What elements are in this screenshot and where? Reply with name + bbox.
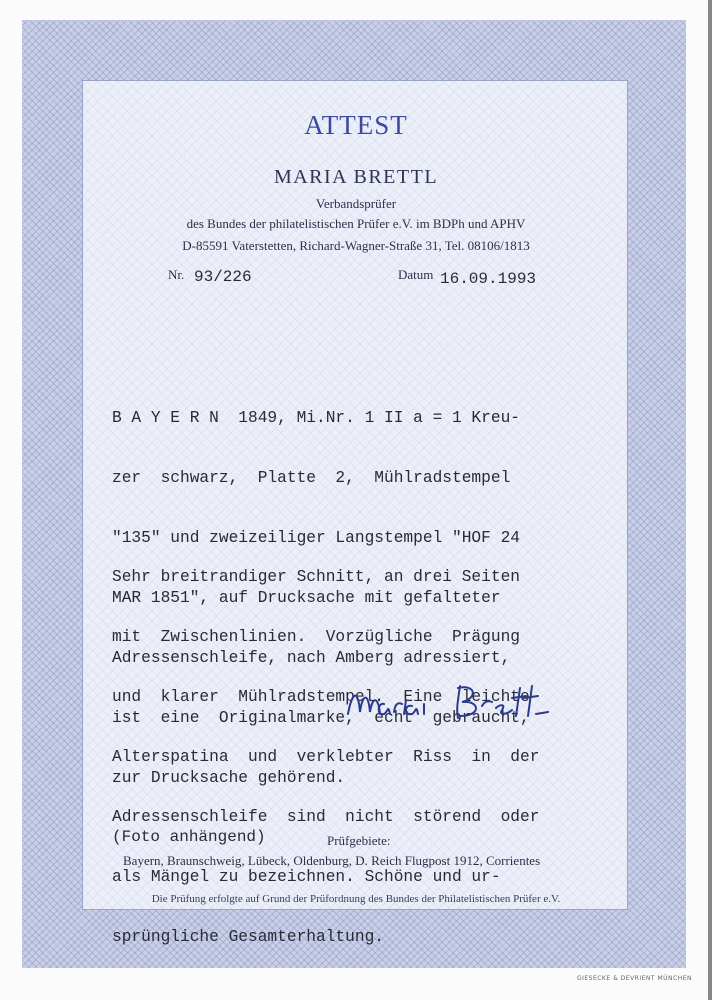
condition-line: als Mängel zu bezeichnen. Schöne und ur- xyxy=(112,868,501,886)
examiner-role: Verbandsprüfer xyxy=(315,196,397,211)
nr-label: Nr. xyxy=(168,267,185,282)
date-value: 16.09.1993 xyxy=(440,270,537,288)
description-line: Adressenschleife, nach Amberg adressiert, xyxy=(112,649,511,667)
description-line: B A Y E R N 1849, Mi.Nr. 1 II a = 1 Kreu- xyxy=(112,409,520,427)
address-line: D-85591 Vaterstetten, Richard-Wagner-Straße 31, Tel. 08106/1813 xyxy=(182,238,530,253)
certificate-title: ATTEST xyxy=(304,110,408,140)
association-line: des Bundes der philatelistischen Prüfer e.V. im BDPh und APHV xyxy=(186,216,526,231)
nr-value: 93/226 xyxy=(194,268,252,286)
description-line: MAR 1851", auf Drucksache mit gefalteter xyxy=(112,589,501,607)
condition-paragraph xyxy=(112,527,632,987)
scan-edge xyxy=(708,0,712,1000)
printer-mark: GIESECKE & DEVRIENT MÜNCHEN xyxy=(576,975,692,982)
condition-line: mit Zwischenlinien. Vorzügliche Prägung xyxy=(112,628,520,646)
areas-label: Prüfgebiete: xyxy=(327,833,391,848)
condition-line: Adressenschleife sind nicht störend oder xyxy=(112,808,540,826)
legal-note: Die Prüfung erfolgte auf Grund der Prüfordnung des Bundes der Philatelistischen Prüfer e.V. xyxy=(151,893,561,905)
description-line: zer schwarz, Platte 2, Mühlradstempel xyxy=(112,469,511,487)
condition-line: sprüngliche Gesamterhaltung. xyxy=(112,928,384,946)
examination-areas: Bayern, Braunschweig, Lübeck, Oldenburg, D. Reich Flugpost 1912, Corrientes xyxy=(123,853,541,868)
description-line: "135" und zweizeiliger Langstempel "HOF 24 xyxy=(112,529,520,547)
condition-line: Sehr breitrandiger Schnitt, an drei Seiten xyxy=(112,568,520,586)
condition-line: und klarer Mühlradstempel. Eine leichte xyxy=(112,688,530,706)
description-line: ist eine Originalmarke, echt gebraucht, xyxy=(112,709,530,727)
handwritten-signature xyxy=(340,674,570,734)
date-label: Datum xyxy=(398,267,434,282)
examiner-name: MARIA BRETTL xyxy=(273,166,439,188)
condition-line: Alterspatina und verklebter Riss in der xyxy=(112,748,540,766)
description-line: zur Drucksache gehörend. xyxy=(112,769,346,787)
photo-note: (Foto anhängend) xyxy=(112,828,266,846)
